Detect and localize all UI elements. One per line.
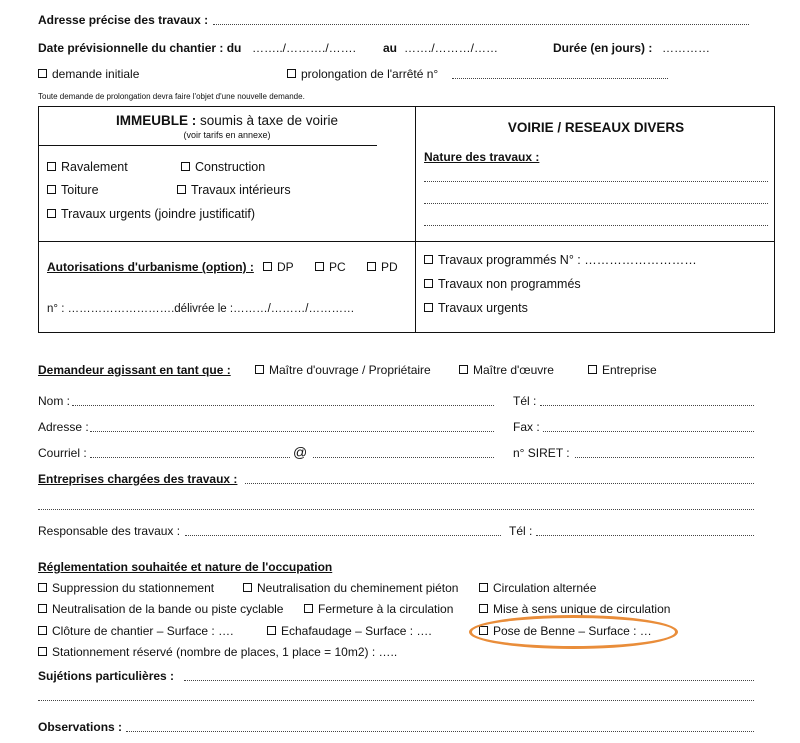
option-circulation-alternee[interactable]: Circulation alternée (479, 581, 596, 595)
checkbox-icon[interactable] (38, 647, 47, 656)
fax-label: Fax : (513, 420, 540, 434)
role-entreprise[interactable]: Entreprise (588, 363, 657, 377)
checkbox-icon[interactable] (38, 604, 47, 613)
demandeur-label: Demandeur agissant en tant que : (38, 363, 231, 377)
checkbox-icon[interactable] (38, 626, 47, 635)
option-travaux-urgents[interactable]: Travaux urgents (joindre justificatif) (47, 207, 255, 221)
date-to-field[interactable]: ……./………/…… (404, 41, 499, 55)
nature-line-3[interactable] (424, 225, 768, 226)
reglementation-label: Réglementation souhaitée et nature de l'occupation (38, 560, 333, 574)
checkbox-icon[interactable] (367, 262, 376, 271)
duration-field[interactable]: ………… (662, 41, 710, 55)
courriel-label: Courriel : (38, 446, 87, 460)
checkbox-icon[interactable] (424, 255, 433, 264)
permit-number-field[interactable]: n° : ……………………….délivrée le :………/………/………… (47, 303, 355, 315)
checkbox-icon[interactable] (315, 262, 324, 271)
option-ravalement[interactable]: Ravalement (47, 160, 128, 174)
urbanisme-label: Autorisations d'urbanisme (option) : (47, 260, 254, 274)
option-neutralisation-cyclable[interactable]: Neutralisation de la bande ou piste cyclable (38, 602, 283, 616)
table-divider (415, 107, 416, 332)
option-neutralisation-pieton[interactable]: Neutralisation du cheminement piéton (243, 581, 458, 595)
observations-label: Observations : (38, 720, 123, 734)
courriel-domain-field[interactable] (313, 457, 494, 458)
option-sens-unique[interactable]: Mise à sens unique de circulation (479, 602, 670, 616)
option-travaux-interieurs[interactable]: Travaux intérieurs (177, 183, 291, 197)
date-from-field[interactable]: ……../………./……. (252, 41, 357, 55)
checkbox-icon[interactable] (177, 185, 186, 194)
initial-request-checkbox[interactable]: demande initiale (38, 67, 139, 81)
checkbox-icon[interactable] (38, 583, 47, 592)
responsable-label: Responsable des travaux : (38, 524, 181, 538)
extension-number-field[interactable] (452, 78, 668, 79)
duration-label: Durée (en jours) : (553, 41, 653, 55)
works-table (38, 106, 775, 333)
address-label: Adresse précise des travaux : (38, 13, 209, 27)
checkbox-icon[interactable] (263, 262, 272, 271)
option-cloture-chantier[interactable]: Clôture de chantier – Surface : …. (38, 624, 233, 638)
voirie-title: VOIRIE / RESEAUX DIVERS (507, 120, 685, 135)
sujetions-field-1[interactable] (184, 680, 754, 681)
option-travaux-programmes[interactable]: Travaux programmés N° : ……………………… (424, 253, 697, 267)
option-pc[interactable]: PC (315, 260, 346, 274)
extension-note: Toute demande de prolongation devra faire l'objet d'une nouvelle demande. (38, 92, 305, 101)
nature-line-1[interactable] (424, 181, 768, 182)
responsable-field[interactable] (185, 535, 501, 536)
siret-label: n° SIRET : (513, 446, 570, 460)
siret-field[interactable] (575, 457, 754, 458)
date-au-label: au (383, 41, 398, 55)
nature-line-2[interactable] (424, 203, 768, 204)
nature-label: Nature des travaux : (424, 150, 540, 164)
option-voirie-urgents[interactable]: Travaux urgents (424, 301, 528, 315)
option-toiture[interactable]: Toiture (47, 183, 99, 197)
immeuble-title: IMMEUBLE : soumis à taxe de voirie (115, 113, 339, 128)
at-sign: @ (293, 444, 308, 460)
checkbox-icon[interactable] (304, 604, 313, 613)
adresse-field[interactable] (90, 431, 494, 432)
immeuble-subtitle: (voir tarifs en annexe) (183, 130, 271, 140)
fax-field[interactable] (543, 431, 754, 432)
checkbox-icon[interactable] (479, 583, 488, 592)
option-pose-benne[interactable]: Pose de Benne – Surface : … (479, 624, 652, 638)
nom-label: Nom : (38, 394, 71, 408)
responsable-tel-label: Tél : (509, 524, 533, 538)
checkbox-icon[interactable] (459, 365, 468, 374)
checkbox-icon[interactable] (255, 365, 264, 374)
checkbox-icon[interactable] (424, 279, 433, 288)
immeuble-header-divider (39, 145, 377, 146)
checkbox-icon[interactable] (47, 185, 56, 194)
responsable-tel-field[interactable] (536, 535, 754, 536)
option-suppression-stationnement[interactable]: Suppression du stationnement (38, 581, 214, 595)
entreprises-field-2[interactable] (38, 509, 754, 510)
option-dp[interactable]: DP (263, 260, 294, 274)
option-travaux-non-programmes[interactable]: Travaux non programmés (424, 277, 581, 291)
adresse-label: Adresse : (38, 420, 89, 434)
checkbox-icon[interactable] (287, 69, 296, 78)
option-pd[interactable]: PD (367, 260, 398, 274)
extension-checkbox[interactable]: prolongation de l'arrêté n° (287, 67, 438, 81)
entreprises-field-1[interactable] (245, 483, 754, 484)
role-maitre-ouvrage[interactable]: Maître d'ouvrage / Propriétaire (255, 363, 431, 377)
table-row-divider (39, 241, 774, 242)
option-stationnement-reserve[interactable]: Stationnement réservé (nombre de places, 1 place = 10m2) : ….. (38, 645, 397, 659)
option-fermeture-circulation[interactable]: Fermeture à la circulation (304, 602, 453, 616)
checkbox-icon[interactable] (47, 209, 56, 218)
role-maitre-oeuvre[interactable]: Maître d'œuvre (459, 363, 554, 377)
checkbox-icon[interactable] (181, 162, 190, 171)
address-field[interactable] (213, 24, 749, 25)
checkbox-icon[interactable] (38, 69, 47, 78)
observations-field[interactable] (126, 731, 754, 732)
tel-label: Tél : (513, 394, 537, 408)
sujetions-label: Sujétions particulières : (38, 669, 175, 683)
date-label: Date prévisionnelle du chantier : du (38, 41, 242, 55)
checkbox-icon[interactable] (267, 626, 276, 635)
courriel-local-field[interactable] (90, 457, 290, 458)
checkbox-icon[interactable] (243, 583, 252, 592)
entreprises-label: Entreprises chargées des travaux : (38, 472, 238, 486)
highlight-ellipse (469, 615, 678, 649)
nom-field[interactable] (72, 405, 494, 406)
option-construction[interactable]: Construction (181, 160, 265, 174)
tel-field[interactable] (540, 405, 754, 406)
checkbox-icon[interactable] (424, 303, 433, 312)
checkbox-icon[interactable] (479, 604, 488, 613)
checkbox-icon[interactable] (47, 162, 56, 171)
option-echafaudage[interactable]: Echafaudage – Surface : …. (267, 624, 432, 638)
checkbox-icon[interactable] (588, 365, 597, 374)
sujetions-field-2[interactable] (38, 700, 754, 701)
